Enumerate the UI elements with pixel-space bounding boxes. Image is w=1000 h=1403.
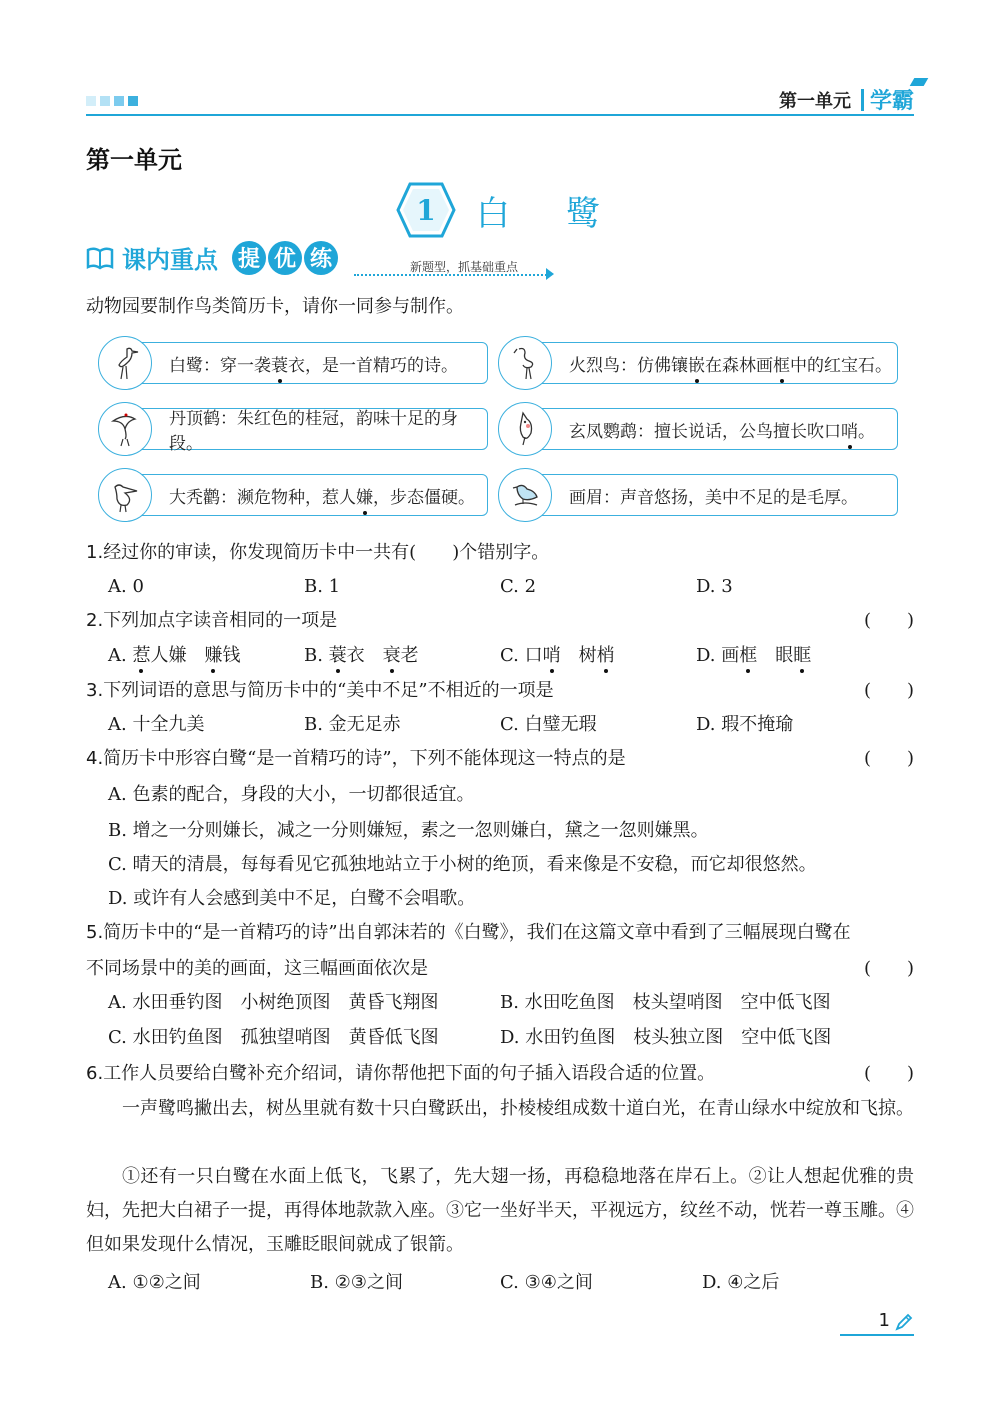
option-text: B.: [304, 645, 329, 666]
q6-option-b: B. ②③之间: [310, 1272, 403, 1293]
pencil-icon: [894, 1312, 914, 1332]
header-decoration: [86, 96, 138, 106]
arrow-icon: [546, 268, 554, 280]
option-text: 老: [400, 645, 419, 666]
dotted-char: 蓑: [271, 351, 288, 376]
section-label: 课内重点: [122, 246, 218, 274]
passage-text: 一声鹭鸣撇出去，树丛里就有数十只白鹭跃出，扑棱棱组成数十道白光，在青山绿水中绽放和飞掠。: [122, 1098, 914, 1119]
brand-logo: 学霸: [869, 89, 914, 114]
question-number: 4.: [86, 748, 104, 769]
q6-option-c: C. ③④之间: [500, 1272, 593, 1293]
question-5-line-2: 不同场景中的美的画面，这三幅画面依次是: [86, 958, 428, 979]
q3-option-b: B. 金无足赤: [304, 714, 401, 735]
bird-card: [520, 474, 898, 516]
q4-option-a: A. 色素的配合，身段的大小，一切都很适宜。: [108, 784, 475, 805]
card-text: 玄凤鹦鹉：擅长说话，公鸟擅长吹口: [569, 421, 841, 442]
q3-option-d: D. 瑕不掩瑜: [696, 714, 794, 735]
section-badge-char: 练: [304, 241, 338, 275]
bird-card: [520, 408, 898, 450]
q3-option-a: A. 十全九美: [108, 714, 205, 735]
question-3: [86, 678, 554, 704]
parrot-icon: [498, 402, 552, 456]
option-text: 人嫌: [150, 645, 205, 666]
question-text: 下列词语的意思与简历卡中的“美中不足”不相近的一项是: [103, 680, 554, 701]
card-text: 。: [858, 421, 875, 442]
q5-option-d: D. 水田钓鱼图 枝头独立图 空中低飞图: [500, 1027, 832, 1048]
answer-blank[interactable]: ( ): [863, 958, 914, 979]
question-text: 下列加点字读音相同的一项是: [103, 610, 338, 631]
question-number: 5.: [86, 922, 104, 943]
card-text: 白鹭：穿一袭: [169, 355, 271, 376]
q1-option-b: B. 1: [304, 576, 341, 597]
q1-option-d: D. 3: [696, 576, 733, 597]
option-text: 钱: [222, 645, 241, 666]
card-text: 大秃鹳：濒危物种，惹人: [169, 487, 356, 508]
dotted-rule: [354, 274, 550, 276]
dotted-char: 嵌: [688, 351, 705, 376]
option-text: 树: [560, 645, 597, 666]
q2-option-c: [500, 643, 615, 669]
dotted-char: 赚: [204, 645, 223, 666]
q4-option-d: D. 或许有人会感到美中不足，白鹭不会唱歌。: [108, 888, 476, 909]
q1-option-a: A. 0: [108, 576, 144, 597]
dotted-char: 眶: [793, 645, 812, 666]
header-square: [114, 96, 124, 106]
graduation-cap-icon: [910, 78, 929, 86]
question-6: [86, 1061, 715, 1087]
answer-blank[interactable]: ( ): [863, 610, 914, 631]
q4-option-b: B. 增之一分则嫌长，减之一分则嫌短，素之一忽则嫌白，黛之一忽则嫌黑。: [108, 820, 709, 841]
answer-blank[interactable]: ( ): [863, 680, 914, 701]
bird-card: [120, 474, 488, 516]
question-number: 1.: [86, 542, 104, 563]
dotted-char: 梢: [596, 645, 615, 666]
q6-passage-2: [86, 1160, 914, 1262]
section-note: 新题型，抓基础重点: [410, 260, 519, 274]
q2-option-a: [108, 643, 240, 669]
header-square: [86, 96, 96, 106]
option-text: 衣: [346, 645, 383, 666]
header-rule: [86, 114, 914, 116]
running-header: [779, 84, 914, 115]
q2-option-d: [696, 643, 811, 669]
book-icon: [86, 246, 114, 270]
question-number: 6.: [86, 1063, 104, 1084]
dotted-char: 衰: [382, 645, 401, 666]
header-unit: 第一单元: [778, 90, 851, 112]
card-text: 火烈鸟：仿佛镶: [569, 355, 688, 376]
card-text: ，步态僵硬。: [373, 487, 475, 508]
q5-option-c: C. 水田钓鱼图 孤独望哨图 黄昏低飞图: [108, 1027, 439, 1048]
dotted-char: 框: [773, 351, 790, 376]
question-text: 经过你的审读，你发现简历卡中一共有( )个错别字。: [103, 542, 550, 563]
dotted-char: 嫌: [356, 483, 373, 508]
option-text: A.: [108, 645, 133, 666]
passage-text: ①还有一只白鹭在水面上低飞，飞累了，先大翅一扬，再稳稳地落在岸石上。②让人想起优雅的贵妇，先把大白裙子一提，再得体地款款入座。③它一坐好半天，平视远方，纹丝不动，恍若一尊玉雕。④但如果发现什么情况，玉雕眨眼间就成了银箭。: [86, 1166, 914, 1255]
card-text: 中的红宝石。: [790, 355, 892, 376]
card-text: 在森林画: [705, 355, 773, 376]
q5-option-b: B. 水田吃鱼图 枝头望哨图 空中低飞图: [500, 992, 831, 1013]
pelican-icon: [98, 468, 152, 522]
section-badge-char: 提: [232, 241, 266, 275]
flamingo-icon: [498, 336, 552, 390]
footer-rule: [840, 1334, 914, 1336]
crane-icon: [98, 402, 152, 456]
q2-option-b: [304, 643, 419, 669]
question-4: [86, 746, 626, 772]
answer-blank[interactable]: ( ): [863, 1063, 914, 1084]
question-text: 简历卡中形容白鹭“是一首精巧的诗”，下列不能体现这一特点的是: [103, 748, 626, 769]
question-5: [86, 920, 914, 946]
question-1: [86, 540, 549, 566]
page-number: 1: [878, 1310, 890, 1331]
option-text: 眼: [757, 645, 794, 666]
intro-text: 动物园要制作鸟类简历卡，请你一同参与制作。: [86, 296, 464, 317]
answer-blank[interactable]: ( ): [863, 748, 914, 769]
q1-option-c: C. 2: [500, 576, 537, 597]
card-text: 画眉：声音悠扬，美中不足的是毛厚。: [569, 487, 858, 508]
section-badge-char: 优: [268, 241, 302, 275]
card-text: 衣，是一首精巧的诗。: [288, 355, 458, 376]
option-text: C. 口: [500, 645, 543, 666]
question-2: [86, 608, 337, 634]
songbird-icon: [498, 468, 552, 522]
dotted-char: 哨: [841, 417, 858, 442]
header-square: [100, 96, 110, 106]
egret-icon: [98, 336, 152, 390]
bird-card: [120, 342, 488, 384]
header-square: [128, 96, 138, 106]
option-text: D. 画: [696, 645, 740, 666]
lesson-number: 1: [416, 193, 436, 227]
header-divider: [861, 89, 864, 111]
question-number: 3.: [86, 680, 104, 701]
q6-option-a: A. ①②之间: [108, 1272, 201, 1293]
bird-card: [120, 408, 488, 454]
question-text: 简历卡中的“是一首精巧的诗”出自郭沫若的《白鹭》，我们在这篇文章中看到了三幅展现白鹭在: [103, 922, 851, 943]
unit-title: 第一单元: [86, 146, 182, 174]
question-text: 工作人员要给白鹭补充介绍词，请你帮他把下面的句子插入语段合适的位置。: [103, 1063, 716, 1084]
bird-card: [520, 342, 898, 384]
dotted-char: 蓑: [328, 645, 347, 666]
dotted-char: 惹: [132, 645, 151, 666]
question-number: 2.: [86, 610, 104, 631]
q4-option-c: C. 晴天的清晨，每每看见它孤独地站立于小树的绝顶，看来像是不安稳，而它却很悠然。: [108, 854, 817, 875]
card-text: 丹顶鹤：朱红色的桂冠，韵味十足的身段。: [169, 409, 458, 454]
q6-option-d: D. ④之后: [702, 1272, 780, 1293]
lesson-title: 白鹭: [476, 194, 656, 234]
dotted-char: 框: [739, 645, 758, 666]
dotted-char: 哨: [542, 645, 561, 666]
q6-passage-1: [86, 1092, 914, 1126]
q5-option-a: A. 水田垂钓图 小树绝顶图 黄昏飞翔图: [108, 992, 439, 1013]
q3-option-c: C. 白璧无瑕: [500, 714, 597, 735]
section-heading: [86, 240, 338, 275]
